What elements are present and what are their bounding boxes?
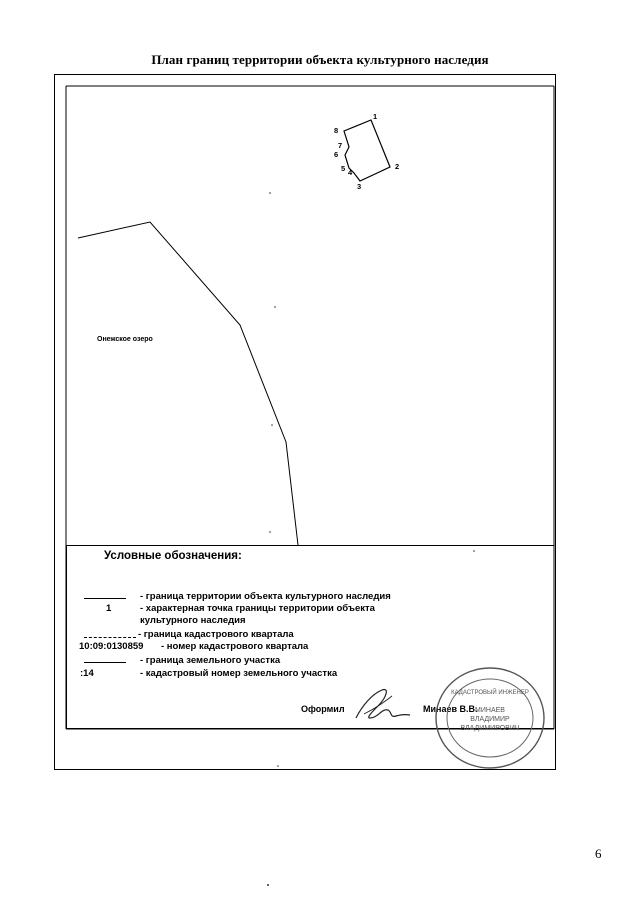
- legend-item-point-line1: - характерная точка границы территории объекта: [140, 603, 375, 614]
- stamp-name-line1: МИНАЕВ: [475, 707, 505, 714]
- legend-quarter-number-symbol: 10:09:0130859: [79, 641, 144, 652]
- legend-item-boundary: - граница территории объекта культурного наследия: [140, 591, 391, 602]
- stamp-name-line2: ВЛАДИМИР: [470, 716, 510, 723]
- point-label-8: 8: [334, 126, 339, 135]
- prepared-by-label: Оформил: [301, 704, 345, 714]
- boundary-line-symbol: [84, 598, 126, 599]
- legend-item-plot-number: - кадастровый номер земельного участка: [140, 668, 338, 679]
- point-label-6: 6: [334, 150, 339, 159]
- page-number: 6: [595, 846, 602, 861]
- handwritten-signature: [352, 684, 412, 726]
- point-label-4: 4: [348, 168, 353, 177]
- stamp-outer-text: КАДАСТРОВЫЙ ИНЖЕНЕР: [451, 690, 529, 696]
- point-label-1: 1: [373, 112, 378, 121]
- point-label-5: 5: [341, 164, 346, 173]
- point-label-3: 3: [357, 182, 362, 191]
- lake-label: Онежское озеро: [97, 336, 153, 343]
- signer-name: Минаев В.В.: [423, 704, 478, 714]
- land-plot-line-symbol: [84, 662, 126, 663]
- official-stamp: [432, 664, 548, 772]
- page-title: План границ территории объекта культурного наследия: [151, 52, 489, 67]
- legend-item-quarter-number: - номер кадастрового квартала: [161, 641, 309, 652]
- legend-title: Условные обозначения:: [104, 550, 242, 562]
- point-label-2: 2: [395, 162, 400, 171]
- stamp-name-line3: ВЛАДИМИРОВИЧ: [460, 725, 520, 732]
- legend-item-quarter-boundary: - граница кадастрового квартала: [138, 629, 294, 640]
- cadastral-quarter-line-symbol: [84, 637, 136, 638]
- legend-point-symbol: 1: [106, 603, 112, 614]
- legend-item-land-plot: - граница земельного участка: [140, 655, 281, 666]
- shoreline: [78, 222, 298, 545]
- legend-item-point-line2: культурного наследия: [140, 615, 246, 626]
- point-label-7: 7: [338, 141, 343, 150]
- legend-plot-number-symbol: :14: [80, 668, 94, 679]
